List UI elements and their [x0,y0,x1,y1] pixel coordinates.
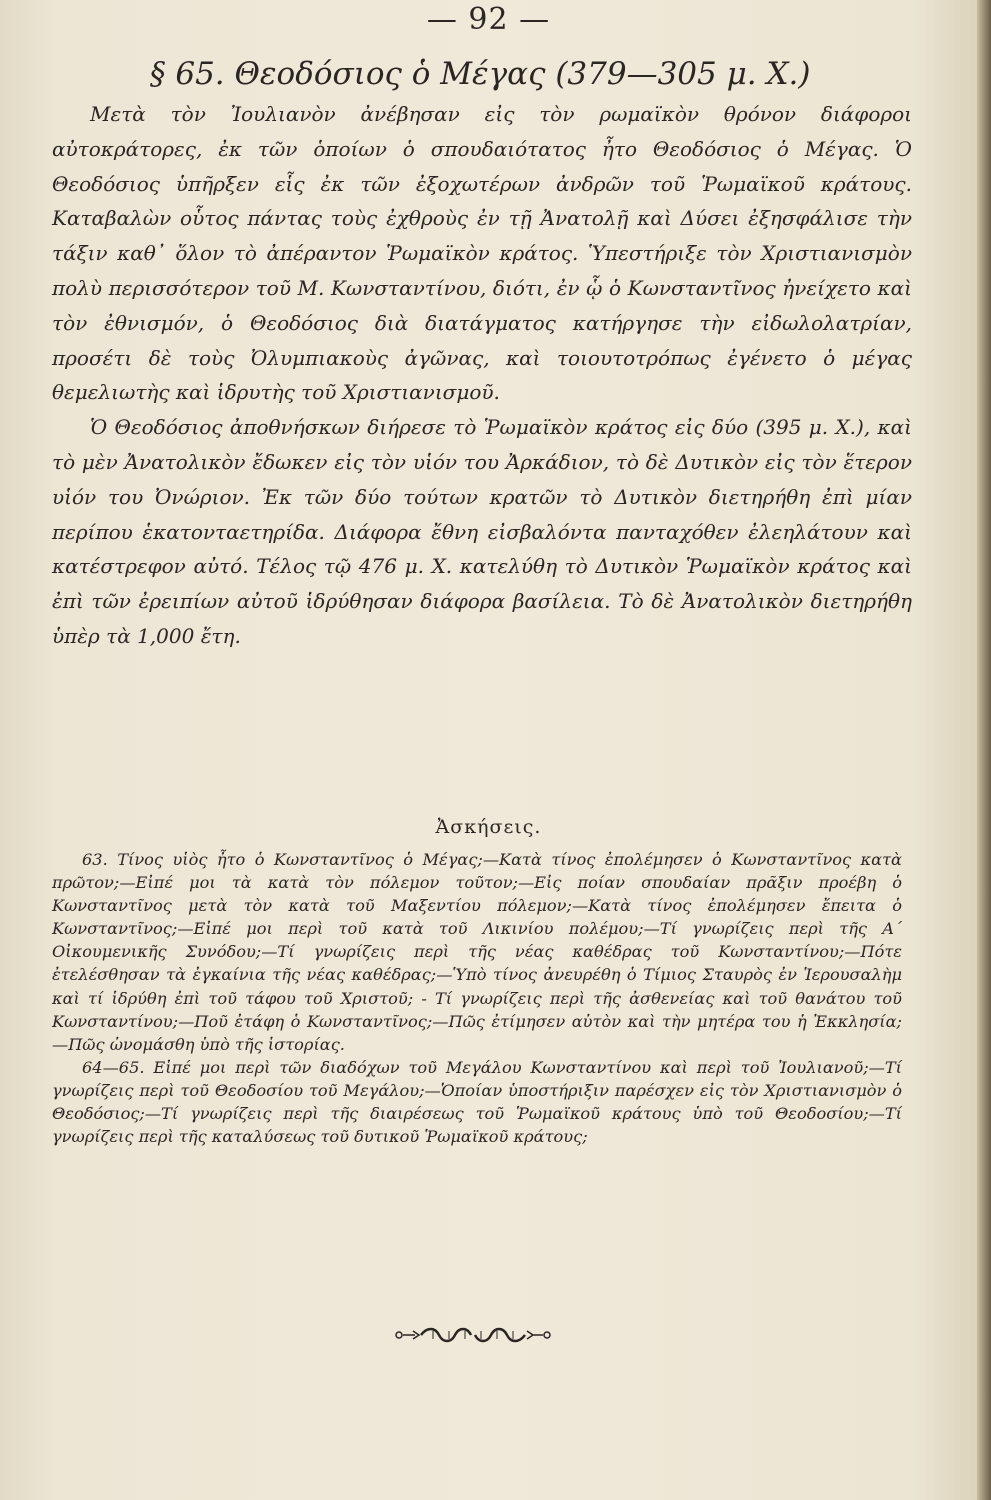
page-number: — 92 — [426,2,551,37]
main-text [52,97,912,654]
paragraph: Μετὰ τὸν Ἰουλιανὸν ἀνέβησαν εἰς τὸν ρωμαϊκὸν θρόνον διάφοροι αὐτοκράτορες, ἐκ τῶν ὁποίων ὁ σπουδαιότατος ἦτο Θεοδόσιος ὁ Μέγας. Ὁ Θεοδόσιος ὑπῆρξεν εἷς ἐκ τῶν ἐξοχωτέρων ἀνδρῶν τοῦ Ῥωμαϊκοῦ κράτους. Καταβαλὼν οὗτος πάντας τοὺς ἐχθροὺς ἐν τῇ Ἀνατολῇ καὶ Δύσει ἐξησφάλισε τὴν τάξιν καθ᾽ ὅλον τὸ ἀπέραντον Ῥωμαϊκὸν κράτος. Ὑπεστήριξε τὸν Χριστιανισμὸν πολὺ περισσότερον τοῦ Μ. Κωνσταντίνου, διότι, ἐν ᾧ ὁ Κωνσταντῖνος ἠνείχετο καὶ τὸν ἐθνισμόν, ὁ Θεοδόσιος διὰ διατάγματος κατήργησε τὴν εἰδωλολατρίαν, προσέτι δὲ τοὺς Ὀλυμπιακοὺς ἀγῶνας, καὶ τοιουτοτρόπως ἐγένετο ὁ μέγας θεμελιωτὴς καὶ ἱδρυτὴς τοῦ Χριστιανισμοῦ. [52,102,912,405]
printer-ornament-icon [393,1320,553,1350]
book-spine-shadow [977,0,991,1500]
paragraph: Ὁ Θεοδόσιος ἀποθνήσκων διήρεσε τὸ Ῥωμαϊκὸν κράτος εἰς δύο (395 μ. Χ.), καὶ τὸ μὲν Ἀνατολικὸν ἔδωκεν εἰς τὸν υἱόν του Ἀρκάδιον, τὸ δὲ Δυτικὸν εἰς τὸν ἕτερον υἱόν του Ὀνώριον. Ἐκ τῶν δύο τούτων κρατῶν τὸ Δυτικὸν διετηρήθη ἐπὶ μίαν περίπου ἑκατονταετηρίδα. Διάφορα ἔθνη εἰσβαλόντα πανταχόθεν ἐλεηλάτουν καὶ κατέστρεφον αὐτό. Τέλος τῷ 476 μ. Χ. κατελύθη τὸ Δυτικὸν Ῥωμαϊκὸν κράτος καὶ ἐπὶ τῶν ἐρειπίων αὐτοῦ ἱδρύθησαν διάφορα βασίλεια. Τὸ δὲ Ἀνατολικὸν διετηρήθη ὑπὲρ τὰ 1,000 ἔτη. [52,415,912,648]
exercises-heading: Ἀσκήσεις. [435,816,542,838]
section-title: § 65. Θεοδόσιος ὁ Μέγας (379—305 μ. Χ.) [150,56,811,92]
exercises-list [52,848,902,1148]
exercise-item: 64—65. Εἰπέ μοι περὶ τῶν διαδόχων τοῦ Μεγάλου Κωνσταντίνου καὶ περὶ τοῦ Ἰουλιανοῦ;—Τί γνωρίζεις περὶ τοῦ Θεοδοσίου τοῦ Μεγάλου;—Ὁποίαν ὑποστήριξιν παρέσχεν εἰς τὸν Χριστιανισμὸν ὁ Θεοδόσιος;—Τί γνωρίζεις περὶ τῆς διαιρέσεως τοῦ Ῥωμαϊκοῦ κράτους ὑπὸ τοῦ Θεοδοσίου;—Τί γνωρίζεις περὶ τῆς καταλύσεως τοῦ δυτικοῦ Ῥωμαϊκοῦ κράτους; [52,1057,902,1147]
exercise-item: 63. Τίνος υἱὸς ἦτο ὁ Κωνσταντῖνος ὁ Μέγας;—Κατὰ τίνος ἐπολέμησεν ὁ Κωνσταντῖνος κατὰ πρῶτον;—Εἰπέ μοι τὰ κατὰ τὸν πόλεμον τοῦτον;—Εἰς ποίαν σπουδαίαν πρᾶξιν προέβη ὁ Κωνσταντῖνος μετὰ τὸν κατὰ τοῦ Μαξεντίου πόλεμον;—Κατὰ τίνος ἐπολέμησεν ἔπειτα ὁ Κωνσταντῖνος;—Εἰπέ μοι περὶ τοῦ κατὰ τοῦ Λικινίου πολέμου;—Τί γνωρίζεις περὶ τῆς Α΄ Οἰκουμενικῆς Συνόδου;—Τί γνωρίζεις περὶ τῆς νέας καθέδρας τοῦ Κωνσταντίνου;—Πότε ἐτελέσθησαν τὰ ἐγκαίνια τῆς νέας καθέδρας;—Ὑπὸ τίνος ἀνευρέθη ὁ Τίμιος Σταυρὸς ἐν Ἱερουσαλὴμ καὶ τί ἱδρύθη ἐπὶ τοῦ τάφου τοῦ Χριστοῦ; - Τί γνωρίζεις περὶ τῆς ἀσθενείας καὶ τοῦ θανάτου τοῦ Κωνσταντίνου;—Ποῦ ἐτάφη ὁ Κωνσταντῖνος;—Πῶς ἐτίμησεν αὐτὸν καὶ τὴν μητέρα του ἡ Ἐκκλησία;—Πῶς ὠνομάσθη ὑπὸ τῆς ἱστορίας. [52,850,902,1054]
